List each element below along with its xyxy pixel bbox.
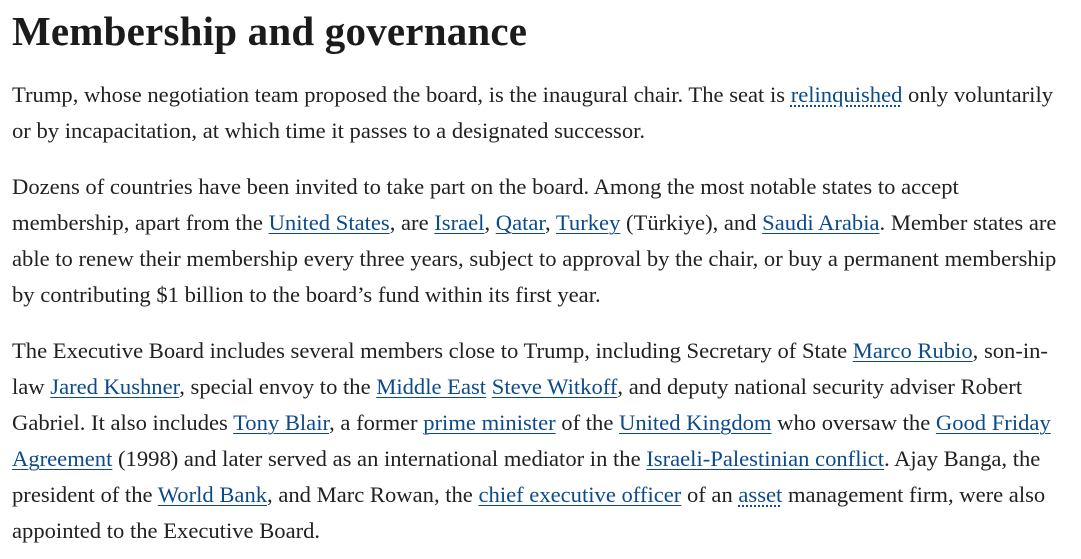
- link-qatar[interactable]: Qatar: [495, 210, 546, 235]
- link-united-states[interactable]: United States: [268, 210, 390, 235]
- paragraph-text: (1998) and later served as an international mediator in the: [112, 446, 647, 471]
- paragraph-text: , son-in-law: [12, 338, 1048, 399]
- paragraph-text: of an: [681, 482, 739, 507]
- link-steve-witkoff[interactable]: Steve Witkoff: [491, 374, 618, 399]
- link-tony-blair[interactable]: Tony Blair: [233, 410, 330, 435]
- paragraph-text: . Ajay Banga, the president of the: [12, 446, 1041, 507]
- paragraph-text: , a former: [329, 410, 424, 435]
- section-heading: Membership and governance: [12, 8, 528, 54]
- link-middle-east[interactable]: Middle East: [376, 374, 487, 399]
- paragraph-text: only voluntarily or by incapacitation, at which time it passes to a designated successor.: [12, 82, 1054, 143]
- link-israel[interactable]: Israel: [434, 210, 485, 235]
- link-israeli-palestinian-conflict[interactable]: Israeli-Palestinian conflict: [646, 446, 885, 471]
- paragraph-text: Trump, whose negotiation team proposed the board, is the inaugural chair. The seat is: [12, 82, 791, 107]
- paragraph-text: who oversaw the: [771, 410, 936, 435]
- link-united-kingdom[interactable]: United Kingdom: [619, 410, 772, 435]
- paragraph-membership: [12, 169, 1072, 313]
- link-relinquished[interactable]: relinquished: [790, 82, 903, 107]
- link-marco-rubio[interactable]: Marco Rubio: [852, 338, 973, 363]
- link-turkey[interactable]: Turkey: [555, 210, 621, 235]
- paragraph-text: of the: [555, 410, 619, 435]
- paragraph-text: management firm, were also appointed to the Executive Board.: [12, 482, 1046, 543]
- article-section: [12, 0, 1072, 549]
- paragraph-text: . Member states are able to renew their membership every three years, subject to approval by the chair, or buy a permanent membership by contributing $1 billion to the board’s fund within its first year.: [12, 210, 1057, 307]
- link-chief-executive-officer[interactable]: chief executive officer: [478, 482, 682, 507]
- paragraph-text: Dozens of countries have been invited to take part on the board. Among the most notable states to accept membership, apart from the: [12, 174, 959, 235]
- link-saudi-arabia[interactable]: Saudi Arabia: [762, 210, 880, 235]
- link-good-friday-agreement[interactable]: Good Friday Agreement: [12, 410, 1051, 471]
- paragraph-text: , are: [389, 210, 435, 235]
- paragraph-text: The Executive Board includes several members close to Trump, including Secretary of State: [12, 338, 853, 363]
- paragraph-text: ,: [484, 210, 496, 235]
- paragraph-text: , and Marc Rowan, the: [267, 482, 479, 507]
- paragraph-text: (Türkiye), and: [620, 210, 763, 235]
- paragraph-text: , and deputy national security adviser Robert Gabriel. It also includes: [12, 374, 1023, 435]
- link-prime-minister[interactable]: prime minister: [423, 410, 556, 435]
- paragraph-executive-board: [12, 333, 1072, 549]
- link-world-bank[interactable]: World Bank: [157, 482, 268, 507]
- link-asset[interactable]: asset: [738, 482, 783, 507]
- paragraph-chair: [12, 77, 1072, 149]
- link-jared-kushner[interactable]: Jared Kushner: [50, 374, 180, 399]
- paragraph-text: , special envoy to the: [179, 374, 377, 399]
- paragraph-text: ,: [545, 210, 556, 235]
